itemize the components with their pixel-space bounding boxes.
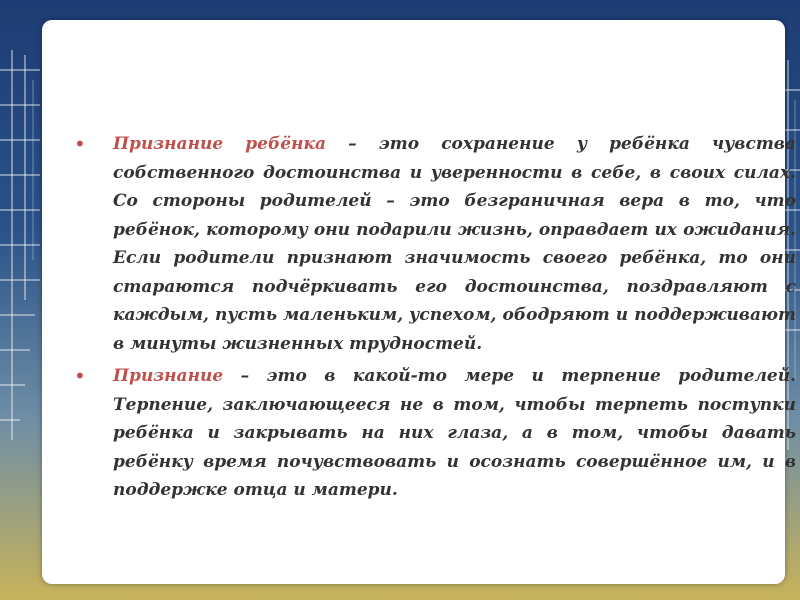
slide-card [42,20,796,584]
bullet-item-recognition-patience [74,362,796,505]
bullet-dot-icon: • [74,364,86,388]
bullet-term: Признание ребёнка [113,134,326,154]
bullet-item-child-recognition [74,130,796,358]
bullet-term: Признание [113,366,224,386]
bullet-body: – это в какой-то мере и терпение родителей. Терпение, заключающееся не в том, чтобы терпеть поступки ребёнка и закрывать на них глаза, а в том, чтобы давать ребёнку время почувствовать и осознать совершённое им, и в поддержке отца и матери. [113,366,796,500]
bullet-body: – это сохранение у ребёнка чувства собственного достоинства и уверенности в себе, в своих силах. Со стороны родителей – это безграничная вера в то, что ребёнок, которому они подарили жизнь, оправдает их ожидания. Если родители признают значимость своего ребёнка, то они стараются подчёркивать его достоинства, поздравляют с каждым, пусть маленьким, успехом, ободряют и поддерживают в минуты жизненных трудностей. [113,134,796,354]
bullet-dot-icon: • [74,132,86,156]
bullet-list [74,130,796,509]
bullet-text [90,362,796,505]
bullet-text [90,130,796,358]
